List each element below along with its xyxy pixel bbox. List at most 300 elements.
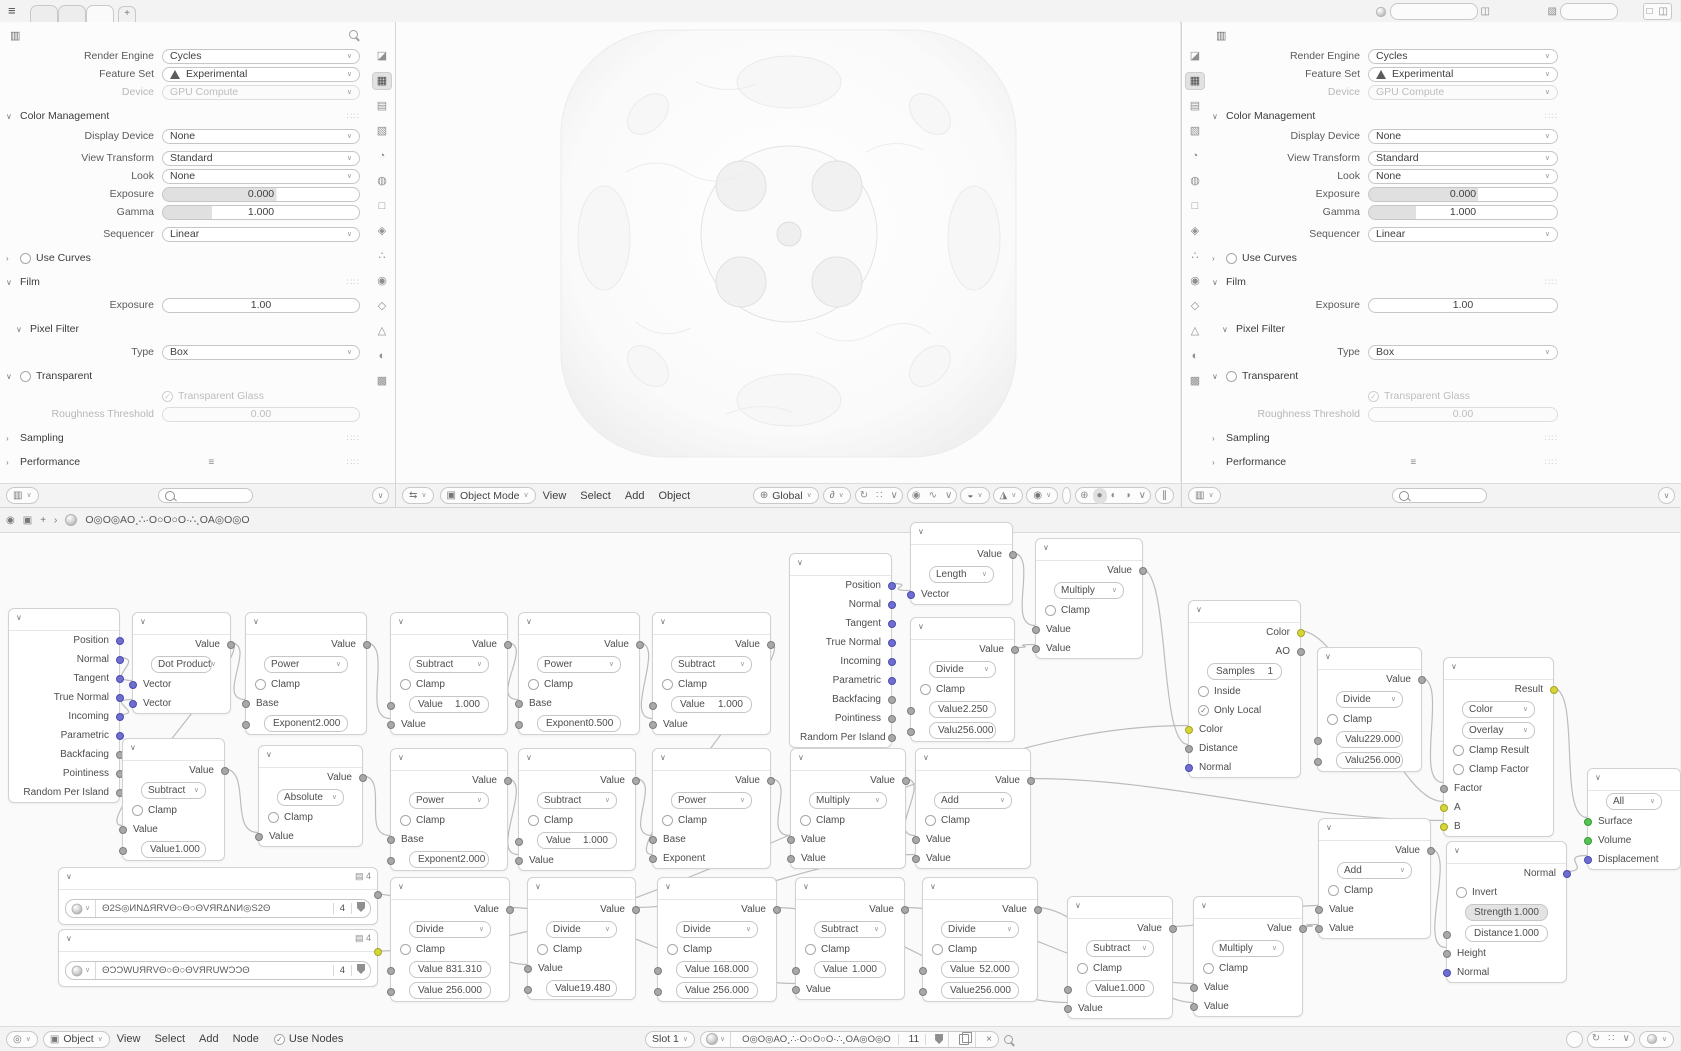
tab-scene-icon[interactable]: ◔ <box>1191 150 1199 162</box>
search-input[interactable] <box>1392 488 1487 503</box>
collapse-icon[interactable]: ∨ <box>798 753 804 762</box>
gizmos-dropdown[interactable] <box>993 487 1024 504</box>
node-enum-dropdown[interactable] <box>409 656 489 673</box>
node-header[interactable] <box>658 878 776 900</box>
collapse-icon[interactable]: ∨ <box>1454 846 1460 855</box>
users-count[interactable]: 4 <box>334 965 352 976</box>
checkbox-icon[interactable] <box>1203 963 1214 974</box>
socket-input[interactable] <box>654 988 662 996</box>
collapse-icon[interactable]: ∨ <box>130 743 136 752</box>
node-geo1[interactable] <box>8 608 120 803</box>
checkbox-icon[interactable] <box>800 815 811 826</box>
datablock-icon-segment[interactable] <box>66 962 96 979</box>
node-number-field[interactable] <box>1207 663 1282 680</box>
checkbox-icon[interactable] <box>1077 963 1088 974</box>
snap-rotate-icon[interactable]: ↻ <box>859 489 869 501</box>
node-number-field[interactable] <box>537 715 621 732</box>
datablock-name[interactable]: Θ2S◎ИΝΔЯRVΘ○Θ○ΘVЯRΔΝИ◎S2Θ <box>96 903 334 914</box>
node-header[interactable] <box>1447 842 1566 864</box>
socket-output[interactable] <box>1011 646 1019 654</box>
socket-input[interactable] <box>387 967 395 975</box>
node-enum-dropdown[interactable] <box>1462 701 1535 718</box>
node-enum-dropdown[interactable] <box>814 921 886 938</box>
node-number-field[interactable] <box>671 696 752 713</box>
overlays-dropdown[interactable] <box>1026 487 1058 504</box>
field-film-exposure[interactable] <box>162 298 360 313</box>
socket-input[interactable] <box>654 967 662 975</box>
socket-output[interactable] <box>116 675 124 683</box>
collapse-icon[interactable]: ∨ <box>1326 823 1332 832</box>
socket-output[interactable] <box>888 715 896 723</box>
socket-input[interactable] <box>1032 626 1040 634</box>
socket-input[interactable] <box>907 591 915 599</box>
object-context-icon[interactable]: ▣ <box>22 514 33 526</box>
collapse-icon[interactable]: ∨ <box>803 882 809 891</box>
node-bump[interactable] <box>1446 841 1567 983</box>
tab-constraints-icon[interactable]: ◇ <box>377 300 387 312</box>
compositor-icon[interactable]: ◫ <box>1658 6 1668 17</box>
screen-icon[interactable]: □ <box>1646 6 1653 17</box>
collapse-icon[interactable]: ∨ <box>918 527 924 536</box>
node-sub1[interactable] <box>390 612 508 735</box>
shader-context-dropdown[interactable] <box>43 1031 110 1048</box>
add-icon[interactable]: + <box>40 514 47 526</box>
snap-icon[interactable]: ↻ <box>1591 1033 1601 1044</box>
socket-input[interactable] <box>1315 906 1323 914</box>
socket-output[interactable] <box>1034 906 1042 914</box>
socket-output[interactable] <box>1563 870 1571 878</box>
radio-icon[interactable] <box>20 371 31 382</box>
list-icon[interactable]: ≡ <box>208 456 215 468</box>
socket-output[interactable] <box>888 639 896 647</box>
section-pixel-filter[interactable] <box>1222 321 1558 337</box>
node-number-field[interactable] <box>814 961 886 978</box>
checkbox-icon[interactable]: ✓ <box>1368 391 1379 402</box>
tab-world-icon[interactable]: ◍ <box>377 175 387 187</box>
field-feature-set[interactable] <box>162 67 360 82</box>
menu-view[interactable]: View <box>542 489 567 502</box>
tab-render-icon[interactable]: ▦ <box>373 73 391 89</box>
view-layer-field[interactable] <box>1560 3 1618 20</box>
node-header[interactable] <box>653 749 770 771</box>
socket-output[interactable] <box>1418 676 1426 684</box>
node-powc[interactable] <box>652 748 771 869</box>
socket-input[interactable] <box>242 721 250 729</box>
node-enum-dropdown[interactable] <box>1212 940 1284 957</box>
node-addb[interactable] <box>915 748 1031 869</box>
checkbox-icon[interactable] <box>132 805 143 816</box>
socket-output[interactable] <box>888 696 896 704</box>
node-ao[interactable] <box>1188 600 1301 778</box>
field-view-transform[interactable] <box>162 151 360 166</box>
node-muld[interactable] <box>1193 896 1303 1017</box>
socket-output[interactable] <box>116 694 124 702</box>
snapping-group[interactable] <box>1587 1031 1635 1048</box>
socket-input[interactable] <box>1064 1005 1072 1013</box>
node-enum-dropdown[interactable] <box>1606 793 1662 810</box>
section-performance[interactable] <box>1212 454 1558 470</box>
tab-view-layer-icon[interactable]: ▧ <box>376 125 388 137</box>
node-div19480[interactable] <box>527 877 636 1000</box>
socket-output[interactable] <box>632 777 640 785</box>
checkbox-icon[interactable]: ✓ <box>1198 705 1209 716</box>
section-film[interactable] <box>6 274 360 290</box>
checkbox-icon[interactable] <box>805 944 816 955</box>
socket-input[interactable] <box>792 967 800 975</box>
material-name[interactable]: O◎O◎AO¸∴·O○O○O·∴¸OA◎O◎O <box>735 1034 899 1045</box>
node-enum-dropdown[interactable] <box>264 656 348 673</box>
tab-object-icon[interactable]: □ <box>1191 200 1199 212</box>
collapse-icon[interactable]: ∨ <box>923 753 929 762</box>
node-number-field[interactable] <box>141 841 206 858</box>
socket-input[interactable] <box>1190 1003 1198 1011</box>
new-workspace-tab-button[interactable]: + <box>118 6 136 23</box>
node-suba[interactable] <box>122 738 225 861</box>
toggle-use-curves[interactable] <box>6 250 360 266</box>
socket-input[interactable] <box>649 702 657 710</box>
pin-icon[interactable] <box>1002 1033 1015 1046</box>
node-enum-dropdown[interactable] <box>941 921 1019 938</box>
editor-type-button[interactable] <box>402 487 434 504</box>
node-header[interactable] <box>59 930 377 952</box>
tab-material-icon[interactable]: ◐ <box>1191 350 1199 362</box>
node-header[interactable] <box>1444 658 1553 680</box>
editor-type-button[interactable] <box>1188 487 1221 504</box>
radio-icon[interactable] <box>1226 253 1237 264</box>
node-header[interactable] <box>391 613 507 635</box>
node-header[interactable] <box>1068 897 1172 919</box>
node-number-field[interactable] <box>941 982 1019 999</box>
mode-dropdown[interactable] <box>440 487 536 504</box>
node-header[interactable] <box>1036 539 1142 561</box>
checkbox-icon[interactable] <box>537 944 548 955</box>
node-pow05[interactable] <box>518 612 640 735</box>
editor-type-button[interactable] <box>6 1031 38 1048</box>
socket-input[interactable] <box>1314 737 1322 745</box>
socket-output[interactable] <box>1550 686 1558 694</box>
socket-output[interactable] <box>221 767 229 775</box>
properties-editor-icon[interactable]: ▥ <box>1216 30 1227 42</box>
socket-input[interactable] <box>119 826 127 834</box>
checkbox-icon[interactable] <box>1327 714 1338 725</box>
node-div831[interactable] <box>390 877 510 1002</box>
node-enum-dropdown[interactable] <box>929 661 996 678</box>
collapse-icon[interactable]: ∨ <box>1325 652 1331 661</box>
socket-input[interactable] <box>524 965 532 973</box>
tab-particles-icon[interactable]: ∴ <box>378 250 386 262</box>
socket-input[interactable] <box>119 847 127 855</box>
object-visibility-dropdown[interactable] <box>960 487 989 504</box>
field-display-device[interactable] <box>162 129 360 144</box>
link-icon[interactable]: ◫ <box>1480 6 1490 17</box>
socket-output[interactable] <box>888 658 896 666</box>
field-filter-type[interactable] <box>1368 345 1558 360</box>
tab-texture-icon[interactable]: ▩ <box>376 375 388 387</box>
collapse-icon[interactable]: ∨ <box>930 882 936 891</box>
socket-input[interactable] <box>907 728 915 736</box>
node-enum-dropdown[interactable] <box>671 792 752 809</box>
node-header[interactable] <box>911 618 1014 640</box>
checkbox-icon[interactable] <box>528 679 539 690</box>
node-enum-dropdown[interactable] <box>1336 691 1403 708</box>
node-number-field[interactable] <box>264 715 348 732</box>
socket-output[interactable] <box>116 637 124 645</box>
node-mulb[interactable] <box>790 748 906 869</box>
list-icon[interactable]: ≡ <box>1410 456 1417 468</box>
node-enum-dropdown[interactable] <box>277 789 344 806</box>
checkbox-icon[interactable] <box>268 812 279 823</box>
socket-input[interactable] <box>515 721 523 729</box>
collapse-icon[interactable]: ∨ <box>66 872 72 881</box>
field-look[interactable] <box>1368 169 1558 184</box>
node-div2250[interactable] <box>910 617 1015 742</box>
editor-type-button[interactable] <box>6 487 39 504</box>
viewport-3d[interactable] <box>396 22 1180 507</box>
tab-render-icon[interactable]: ▦ <box>1186 73 1204 89</box>
node-enum-dropdown[interactable] <box>1462 722 1535 739</box>
node-header[interactable] <box>796 878 904 900</box>
tab-scene-icon[interactable]: ◔ <box>378 150 386 162</box>
checkbox-icon[interactable] <box>925 815 936 826</box>
socket-input[interactable] <box>787 836 795 844</box>
tab-texture-icon[interactable]: ▩ <box>1189 375 1201 387</box>
collapse-icon[interactable]: ∨ <box>16 613 22 622</box>
node-sub2[interactable] <box>652 612 771 735</box>
field-film-exposure[interactable] <box>1368 298 1558 313</box>
checkbox-transparent-glass[interactable] <box>1214 388 1558 404</box>
socket-output[interactable] <box>116 713 124 721</box>
node-number-field[interactable] <box>1336 752 1403 769</box>
node-header[interactable] <box>246 613 366 635</box>
shader-editor-icon[interactable]: ◉ <box>6 514 15 526</box>
socket-input[interactable] <box>1440 785 1448 793</box>
socket-input[interactable] <box>792 986 800 994</box>
field-exposure[interactable] <box>1368 187 1558 202</box>
socket-input[interactable] <box>515 838 523 846</box>
node-geo2[interactable] <box>789 553 892 748</box>
workspace-tab[interactable] <box>30 5 58 23</box>
section-performance[interactable] <box>6 454 360 470</box>
socket-output[interactable] <box>773 906 781 914</box>
socket-input[interactable] <box>387 988 395 996</box>
node-enum-dropdown[interactable] <box>409 792 489 809</box>
tab-output-icon[interactable]: ▤ <box>376 100 388 112</box>
tab-tool-icon[interactable]: ◪ <box>376 50 388 62</box>
socket-output[interactable] <box>888 582 896 590</box>
socket-input[interactable] <box>515 857 523 865</box>
node-number-field[interactable] <box>676 961 758 978</box>
checkbox-icon[interactable] <box>1045 605 1056 616</box>
collapse-icon[interactable]: ∨ <box>266 750 272 759</box>
field-device[interactable] <box>162 85 360 100</box>
toggle-transparent[interactable] <box>1212 368 1558 384</box>
socket-input[interactable] <box>649 836 657 844</box>
node-number-field[interactable] <box>537 832 617 849</box>
tab-physics-icon[interactable]: ◉ <box>377 275 387 287</box>
socket-input[interactable] <box>1314 758 1322 766</box>
field-filter-type[interactable] <box>162 345 360 360</box>
node-number-field[interactable] <box>1465 904 1548 921</box>
shading-solid-icon[interactable]: ● <box>1093 488 1107 504</box>
use-nodes-checkbox[interactable] <box>274 1033 343 1045</box>
node-subd[interactable] <box>1067 896 1173 1019</box>
falloff-icon[interactable]: ∿ <box>928 489 937 501</box>
node-number-field[interactable] <box>409 982 491 999</box>
node-number-field[interactable] <box>409 961 491 978</box>
unlink-material-button[interactable]: × <box>986 1033 992 1045</box>
menu-node[interactable]: Node <box>232 1033 259 1045</box>
node-header[interactable] <box>1194 897 1302 919</box>
socket-output[interactable] <box>1027 777 1035 785</box>
socket-output[interactable] <box>374 891 382 899</box>
collapse-icon[interactable]: ∨ <box>1075 901 1081 910</box>
menu-add[interactable]: Add <box>624 489 645 502</box>
material-icon-segment[interactable] <box>701 1032 731 1047</box>
collapse-icon[interactable]: ∨ <box>1196 605 1202 614</box>
xray-toggle[interactable] <box>1062 487 1071 504</box>
socket-input[interactable] <box>515 700 523 708</box>
field-gamma[interactable] <box>1368 205 1558 220</box>
socket-output[interactable] <box>888 601 896 609</box>
material-datablock[interactable] <box>700 1031 999 1048</box>
node-header[interactable] <box>133 613 230 635</box>
node-enum-dropdown[interactable] <box>934 792 1012 809</box>
node-enum-dropdown[interactable] <box>1086 940 1154 957</box>
node-div168[interactable] <box>657 877 777 1002</box>
checkbox-icon[interactable] <box>662 679 673 690</box>
node-enum-dropdown[interactable] <box>546 921 617 938</box>
socket-input[interactable] <box>1185 745 1193 753</box>
node-dot[interactable] <box>132 612 231 714</box>
node-header[interactable] <box>59 868 377 890</box>
node-div229[interactable] <box>1317 647 1422 772</box>
collapse-icon[interactable]: ∨ <box>660 753 666 762</box>
checkbox-icon[interactable] <box>1456 887 1467 898</box>
field-exposure[interactable] <box>162 187 360 202</box>
socket-input[interactable] <box>1440 804 1448 812</box>
tab-view-layer-icon[interactable]: ▧ <box>1189 125 1201 137</box>
socket-output[interactable] <box>504 777 512 785</box>
checkbox-icon[interactable] <box>400 815 411 826</box>
datablock-name[interactable]: ΘƆƆWUЯRVΘ○Θ○ΘVЯRUWƆƆΘ <box>96 965 334 976</box>
checkbox-icon[interactable] <box>400 944 411 955</box>
fake-user-toggle[interactable] <box>930 1032 949 1047</box>
node-header[interactable] <box>791 749 905 771</box>
proportional-editing-icon[interactable]: ◉ <box>911 489 921 501</box>
node-enum-dropdown[interactable] <box>676 921 758 938</box>
socket-output[interactable] <box>767 641 775 649</box>
hamburger-menu-icon[interactable]: ≡ <box>8 3 16 18</box>
socket-output[interactable] <box>116 656 124 664</box>
socket-output[interactable] <box>1297 648 1305 656</box>
socket-input[interactable] <box>912 855 920 863</box>
field-view-transform[interactable] <box>1368 151 1558 166</box>
node-number-field[interactable] <box>676 982 758 999</box>
collapse-icon[interactable]: ∨ <box>526 753 532 762</box>
node-header[interactable] <box>391 749 507 771</box>
properties-editor-icon[interactable]: ▥ <box>10 30 21 42</box>
checkbox-icon[interactable] <box>255 679 266 690</box>
node-number-field[interactable] <box>546 980 617 997</box>
workspace-tab[interactable] <box>86 5 114 23</box>
socket-output[interactable] <box>1169 925 1177 933</box>
proportional-editing-group[interactable] <box>907 487 957 504</box>
checkbox-icon[interactable] <box>1328 885 1339 896</box>
socket-input[interactable] <box>1443 969 1451 977</box>
node-header[interactable] <box>790 554 891 576</box>
socket-input[interactable] <box>387 857 395 865</box>
node-len1[interactable] <box>910 522 1013 605</box>
checkbox-icon[interactable] <box>662 815 673 826</box>
socket-input[interactable] <box>1440 823 1448 831</box>
fake-user-toggle[interactable] <box>352 902 370 915</box>
socket-input[interactable] <box>787 855 795 863</box>
radio-icon[interactable] <box>20 253 31 264</box>
socket-output[interactable] <box>888 677 896 685</box>
socket-input[interactable] <box>649 855 657 863</box>
socket-input[interactable] <box>1584 837 1592 845</box>
socket-input[interactable] <box>129 681 137 689</box>
socket-input[interactable] <box>1443 950 1451 958</box>
socket-input[interactable] <box>1190 984 1198 992</box>
snap-grid-icon[interactable]: ∷ <box>876 489 883 501</box>
section-sampling[interactable] <box>6 430 360 446</box>
snap-target-icon[interactable]: ∷ <box>1608 1033 1615 1044</box>
socket-output[interactable] <box>359 774 367 782</box>
node-number-field[interactable] <box>409 851 489 868</box>
socket-output[interactable] <box>506 906 514 914</box>
collapse-icon[interactable]: ∨ <box>1451 662 1457 671</box>
socket-input[interactable] <box>255 833 263 841</box>
node-enum-dropdown[interactable] <box>1054 582 1124 599</box>
transform-orientation-dropdown[interactable] <box>753 487 819 504</box>
node-subc[interactable] <box>795 877 905 1000</box>
node-header[interactable] <box>653 613 770 635</box>
collapse-icon[interactable]: ∨ <box>398 617 404 626</box>
socket-input[interactable] <box>387 721 395 729</box>
fake-user-toggle[interactable] <box>352 964 370 977</box>
socket-input[interactable] <box>1584 818 1592 826</box>
node-enum-dropdown[interactable] <box>409 921 491 938</box>
node-header[interactable] <box>259 746 362 768</box>
section-color-management[interactable] <box>6 108 360 124</box>
node-header[interactable] <box>1189 601 1300 623</box>
socket-output[interactable] <box>888 620 896 628</box>
menu-add[interactable]: Add <box>199 1033 219 1045</box>
node-number-field[interactable] <box>929 722 996 739</box>
node-enum-dropdown[interactable] <box>1337 862 1412 879</box>
pin-icon[interactable] <box>347 28 360 41</box>
socket-input[interactable] <box>1185 764 1193 772</box>
socket-output[interactable] <box>636 641 644 649</box>
field-gamma[interactable] <box>162 205 360 220</box>
socket-input[interactable] <box>919 988 927 996</box>
tab-output-icon[interactable]: ▤ <box>1189 100 1201 112</box>
socket-output[interactable] <box>374 948 382 956</box>
menu-select[interactable]: Select <box>580 489 611 502</box>
socket-input[interactable] <box>1584 856 1592 864</box>
socket-input[interactable] <box>649 721 657 729</box>
section-pixel-filter[interactable] <box>16 321 360 337</box>
tab-world-icon[interactable]: ◍ <box>1190 175 1200 187</box>
node-enum-dropdown[interactable] <box>537 656 621 673</box>
socket-input[interactable] <box>242 700 250 708</box>
node-enum-dropdown[interactable] <box>809 792 887 809</box>
workspace-tab[interactable] <box>58 5 86 23</box>
section-sampling[interactable] <box>1212 430 1558 446</box>
collapse-icon[interactable]: ∨ <box>1595 773 1601 782</box>
pause-button[interactable] <box>1155 487 1174 504</box>
